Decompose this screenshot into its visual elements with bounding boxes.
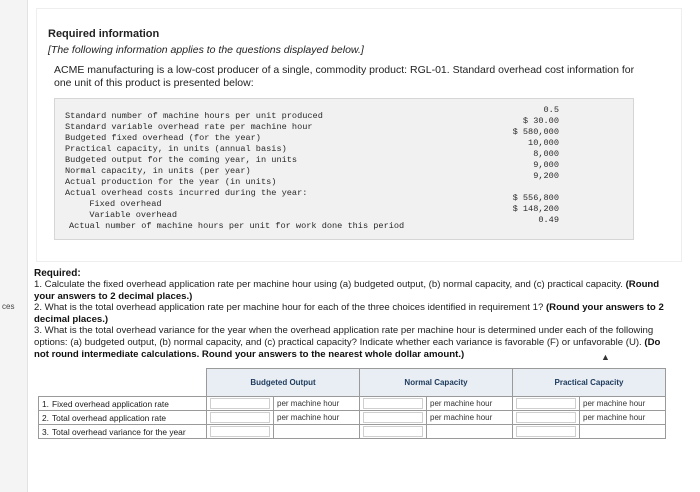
header-normal-capacity: Normal Capacity	[360, 369, 513, 397]
side-label: ces	[2, 302, 15, 311]
info-label: Budgeted output for the coming year, in units	[65, 155, 298, 165]
answer-select[interactable]	[580, 425, 666, 439]
info-label: Fixed overhead	[79, 199, 162, 209]
req-q2: 2. What is the total overhead application rate per machine hour for each of the three choices identified in requirement 1?	[34, 302, 544, 314]
info-label: Actual number of machine hours per unit for work done this period	[69, 221, 405, 231]
table-row	[39, 397, 666, 411]
unit-label: per machine hour	[580, 397, 666, 411]
answer-select[interactable]	[274, 425, 360, 439]
info-value: $ 580,000	[512, 127, 559, 137]
answer-input[interactable]	[360, 425, 427, 439]
answer-input[interactable]	[360, 397, 427, 411]
info-value: 9,200	[533, 171, 559, 181]
table-corner	[39, 369, 207, 397]
required-text	[34, 279, 666, 360]
unit-label: per machine hour	[274, 397, 360, 411]
answer-input[interactable]	[513, 425, 580, 439]
cursor-icon: ▲	[601, 352, 610, 362]
req-q3: 3. What is the total overhead variance for the year when the overhead application rate per machine hour is determined under each of the following options: (a) budgeted output, (b) normal capacity, and (c) practical capacity? Indicate whether each variance is favorable (F) or unfavorable (U).	[34, 325, 654, 348]
intro-text: ACME manufacturing is a low-cost producer of a single, commodity product: RGL-01. Standard overhead cost information for one unit of this product is presented below:	[54, 64, 635, 89]
answer-input[interactable]	[207, 411, 274, 425]
req-q1: 1. Calculate the fixed overhead application rate per machine hour using (a) budgeted output, (b) normal capacity, and (c) practical capacity.	[34, 279, 623, 290]
unit-label: per machine hour	[427, 397, 513, 411]
info-value: $ 148,200	[512, 204, 559, 214]
answer-input[interactable]	[207, 425, 274, 439]
header-practical-capacity: Practical Capacity	[513, 369, 666, 397]
unit-label: per machine hour	[580, 411, 666, 425]
info-label: Budgeted fixed overhead (for the year)	[65, 133, 261, 143]
info-label: Actual overhead costs incurred during the year:	[65, 188, 308, 198]
answer-input[interactable]	[207, 397, 274, 411]
info-value: 10,000	[528, 138, 559, 148]
info-value: $ 30.00	[522, 116, 559, 126]
answer-select[interactable]	[427, 425, 513, 439]
info-value: $ 556,800	[512, 193, 559, 203]
answer-input[interactable]	[513, 411, 580, 425]
info-label: Standard variable overhead rate per machine hour	[65, 122, 313, 132]
req-q2-note: (Round your answers to 2 decimal places.)	[34, 302, 664, 325]
info-label: Variable overhead	[79, 210, 177, 220]
info-label: Practical capacity, in units (annual basis)	[65, 144, 287, 154]
table-row	[39, 411, 666, 425]
info-value: 9,000	[533, 160, 559, 170]
table-row	[39, 425, 666, 439]
note: [The following information applies to the questions displayed below.]	[48, 44, 364, 56]
info-value: 0.5	[543, 105, 559, 115]
row-label: 1. Fixed overhead application rate	[39, 397, 207, 411]
req-q3-note: (Do not round intermediate calculations. Round your answers to the nearest whole dollar amount.)	[34, 336, 661, 360]
required-title: Required:	[34, 268, 81, 279]
row-label: 3. Total overhead variance for the year	[39, 425, 207, 439]
info-label: Actual production for the year (in units)	[65, 177, 277, 187]
left-sidebar-strip	[0, 0, 28, 492]
info-label: Normal capacity, in units (per year)	[65, 166, 251, 176]
unit-label: per machine hour	[427, 411, 513, 425]
overhead-info-box	[54, 98, 634, 240]
row-label: 2. Total overhead application rate	[39, 411, 207, 425]
info-value: 0.49	[538, 215, 559, 225]
info-value: 8,000	[533, 149, 559, 159]
header-budgeted-output: Budgeted Output	[207, 369, 360, 397]
info-label: Standard number of machine hours per unit produced	[65, 111, 323, 121]
answer-input[interactable]	[513, 397, 580, 411]
heading: Required information	[48, 28, 160, 40]
req-q1-note: (Round your answers to 2 decimal places.)	[34, 279, 660, 302]
unit-label: per machine hour	[274, 411, 360, 425]
answer-table	[38, 368, 666, 439]
answer-input[interactable]	[360, 411, 427, 425]
